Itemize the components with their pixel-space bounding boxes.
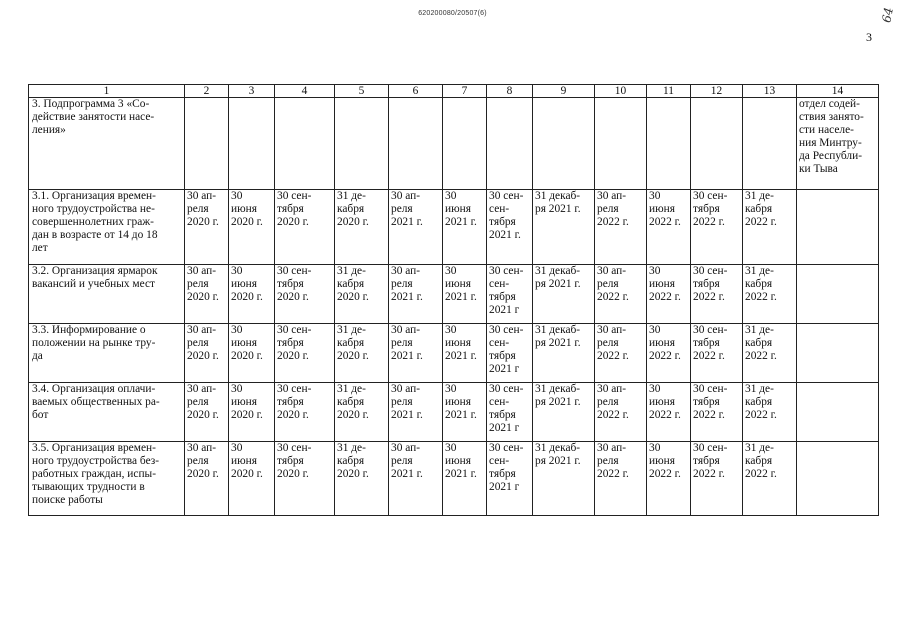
table-cell-col-10: 30 ап- реля 2022 г.	[595, 265, 647, 324]
table-row	[29, 383, 879, 442]
table-row	[29, 324, 879, 383]
row-title-cell: 3.4. Организация оплачи- ваемых общественных ра- бот	[29, 383, 185, 442]
table-cell-col-7: 30 июня 2021 г.	[443, 442, 487, 516]
table-row	[29, 98, 879, 190]
table-cell-col-5: 31 де- кабря 2020 г.	[335, 190, 389, 265]
table-cell-col-10: 30 ап- реля 2022 г.	[595, 190, 647, 265]
table-cell-col-2: 30 ап- реля 2020 г.	[185, 324, 229, 383]
table-cell-col-9: 31 декаб- ря 2021 г.	[533, 190, 595, 265]
table-cell-col-9: 31 декаб- ря 2021 г.	[533, 265, 595, 324]
header-cell-col-4: 4	[275, 85, 335, 98]
table-cell-col-11: 30 июня 2022 г.	[647, 383, 691, 442]
header-cell-col-6: 6	[389, 85, 443, 98]
table-cell-col-11	[647, 98, 691, 190]
table-cell-col-13	[743, 98, 797, 190]
table-cell-col-12: 30 сен- тября 2022 г.	[691, 190, 743, 265]
table-cell-col-10: 30 ап- реля 2022 г.	[595, 324, 647, 383]
table-header-row	[29, 85, 879, 98]
table-cell-col-3: 30 июня 2020 г.	[229, 442, 275, 516]
header-cell-col-14: 14	[797, 85, 879, 98]
table-cell-col-4: 30 сен- тября 2020 г.	[275, 265, 335, 324]
document-code: 620200080/20507(6)	[418, 10, 487, 17]
table-cell-col-11: 30 июня 2022 г.	[647, 265, 691, 324]
table-cell-col-2: 30 ап- реля 2020 г.	[185, 265, 229, 324]
table-cell-col-13: 31 де- кабря 2022 г.	[743, 190, 797, 265]
header-cell-col-3: 3	[229, 85, 275, 98]
table-cell-col-8	[487, 98, 533, 190]
table-cell-col-3: 30 июня 2020 г.	[229, 383, 275, 442]
table-cell-col-13: 31 де- кабря 2022 г.	[743, 265, 797, 324]
table-cell-col-14	[797, 265, 879, 324]
table-cell-col-5	[335, 98, 389, 190]
table-cell-col-2: 30 ап- реля 2020 г.	[185, 442, 229, 516]
table-cell-col-9: 31 декаб- ря 2021 г.	[533, 324, 595, 383]
header-cell-col-13: 13	[743, 85, 797, 98]
table-cell-col-6: 30 ап- реля 2021 г.	[389, 265, 443, 324]
row-title-cell: 3. Подпрограмма 3 «Со- действие занятости насе- ления»	[29, 98, 185, 190]
table-cell-col-13: 31 де- кабря 2022 г.	[743, 442, 797, 516]
table-cell-col-6: 30 ап- реля 2021 г.	[389, 383, 443, 442]
table-cell-col-6	[389, 98, 443, 190]
table-cell-col-8: 30 сен- сен- тября 2021 г	[487, 383, 533, 442]
table-cell-col-8: 30 сен- сен- тября 2021 г	[487, 442, 533, 516]
table-cell-col-2	[185, 98, 229, 190]
table-cell-col-10: 30 ап- реля 2022 г.	[595, 442, 647, 516]
table-cell-col-14	[797, 442, 879, 516]
page-number: 3	[866, 30, 872, 44]
table-cell-col-4: 30 сен- тября 2020 г.	[275, 324, 335, 383]
table-cell-col-4: 30 сен- тября 2020 г.	[275, 190, 335, 265]
table-cell-col-4: 30 сен- тября 2020 г.	[275, 383, 335, 442]
header-cell-col-5: 5	[335, 85, 389, 98]
table-cell-col-2: 30 ап- реля 2020 г.	[185, 190, 229, 265]
header-cell-col-2: 2	[185, 85, 229, 98]
table-cell-col-5: 31 де- кабря 2020 г.	[335, 324, 389, 383]
header-cell-col-10: 10	[595, 85, 647, 98]
table-cell-col-5: 31 де- кабря 2020 г.	[335, 265, 389, 324]
table-cell-col-3: 30 июня 2020 г.	[229, 265, 275, 324]
table-row	[29, 265, 879, 324]
row-title-cell: 3.3. Информирование о положении на рынке тру- да	[29, 324, 185, 383]
table-cell-col-6: 30 ап- реля 2021 г.	[389, 442, 443, 516]
table-cell-col-14	[797, 190, 879, 265]
table-cell-col-8: 30 сен- сен- тября 2021 г	[487, 324, 533, 383]
table-cell-col-13: 31 де- кабря 2022 г.	[743, 324, 797, 383]
table-cell-col-7: 30 июня 2021 г.	[443, 265, 487, 324]
table-cell-col-10	[595, 98, 647, 190]
table-cell-col-2: 30 ап- реля 2020 г.	[185, 383, 229, 442]
table-cell-col-7	[443, 98, 487, 190]
table-cell-col-9: 31 декаб- ря 2021 г.	[533, 383, 595, 442]
table-cell-col-12	[691, 98, 743, 190]
table-cell-col-13: 31 де- кабря 2022 г.	[743, 383, 797, 442]
table-cell-col-5: 31 де- кабря 2020 г.	[335, 442, 389, 516]
row-title-cell: 3.2. Организация ярмарок вакансий и учебных мест	[29, 265, 185, 324]
table-cell-col-7: 30 июня 2021 г.	[443, 190, 487, 265]
handwritten-page-mark: 64	[879, 6, 896, 24]
header-cell-col-7: 7	[443, 85, 487, 98]
table-cell-col-4: 30 сен- тября 2020 г.	[275, 442, 335, 516]
table-cell-col-3: 30 июня 2020 г.	[229, 324, 275, 383]
table-cell-col-4	[275, 98, 335, 190]
table-row	[29, 190, 879, 265]
table-cell-col-11: 30 июня 2022 г.	[647, 442, 691, 516]
table-cell-col-8: 30 сен- сен- тября 2021 г.	[487, 190, 533, 265]
table-cell-col-7: 30 июня 2021 г.	[443, 383, 487, 442]
table-cell-col-9: 31 декаб- ря 2021 г.	[533, 442, 595, 516]
table-cell-col-12: 30 сен- тября 2022 г.	[691, 324, 743, 383]
table-cell-col-10: 30 ап- реля 2022 г.	[595, 383, 647, 442]
header-cell-col-11: 11	[647, 85, 691, 98]
table-cell-col-5: 31 де- кабря 2020 г.	[335, 383, 389, 442]
table-cell-col-12: 30 сен- тября 2022 г.	[691, 265, 743, 324]
header-cell-col-9: 9	[533, 85, 595, 98]
table-cell-col-8: 30 сен- сен- тября 2021 г	[487, 265, 533, 324]
table-cell-col-6: 30 ап- реля 2021 г.	[389, 190, 443, 265]
table-cell-col-14	[797, 383, 879, 442]
table-cell-col-3	[229, 98, 275, 190]
table-cell-col-9	[533, 98, 595, 190]
table-cell-col-11: 30 июня 2022 г.	[647, 190, 691, 265]
header-cell-col-1: 1	[29, 85, 185, 98]
header-cell-col-12: 12	[691, 85, 743, 98]
table-cell-col-14	[797, 324, 879, 383]
table-cell-col-12: 30 сен- тября 2022 г.	[691, 383, 743, 442]
row-title-cell: 3.1. Организация времен- ного трудоустройства не- совершеннолетних граж- дан в возрасте от 14 до 18 лет	[29, 190, 185, 265]
table-cell-col-12: 30 сен- тября 2022 г.	[691, 442, 743, 516]
table-cell-col-3: 30 июня 2020 г.	[229, 190, 275, 265]
table-cell-col-7: 30 июня 2021 г.	[443, 324, 487, 383]
table-cell-col-11: 30 июня 2022 г.	[647, 324, 691, 383]
table-cell-col-14: отдел содей- ствия занято- сти населе- ния Минтру- да Республи- ки Тыва	[797, 98, 879, 190]
header-cell-col-8: 8	[487, 85, 533, 98]
schedule-table	[28, 84, 879, 516]
row-title-cell: 3.5. Организация времен- ного трудоустройства без- работных граждан, испы- тывающих трудности в поиске работы	[29, 442, 185, 516]
table-cell-col-6: 30 ап- реля 2021 г.	[389, 324, 443, 383]
table-row	[29, 442, 879, 516]
table-body	[29, 85, 879, 516]
